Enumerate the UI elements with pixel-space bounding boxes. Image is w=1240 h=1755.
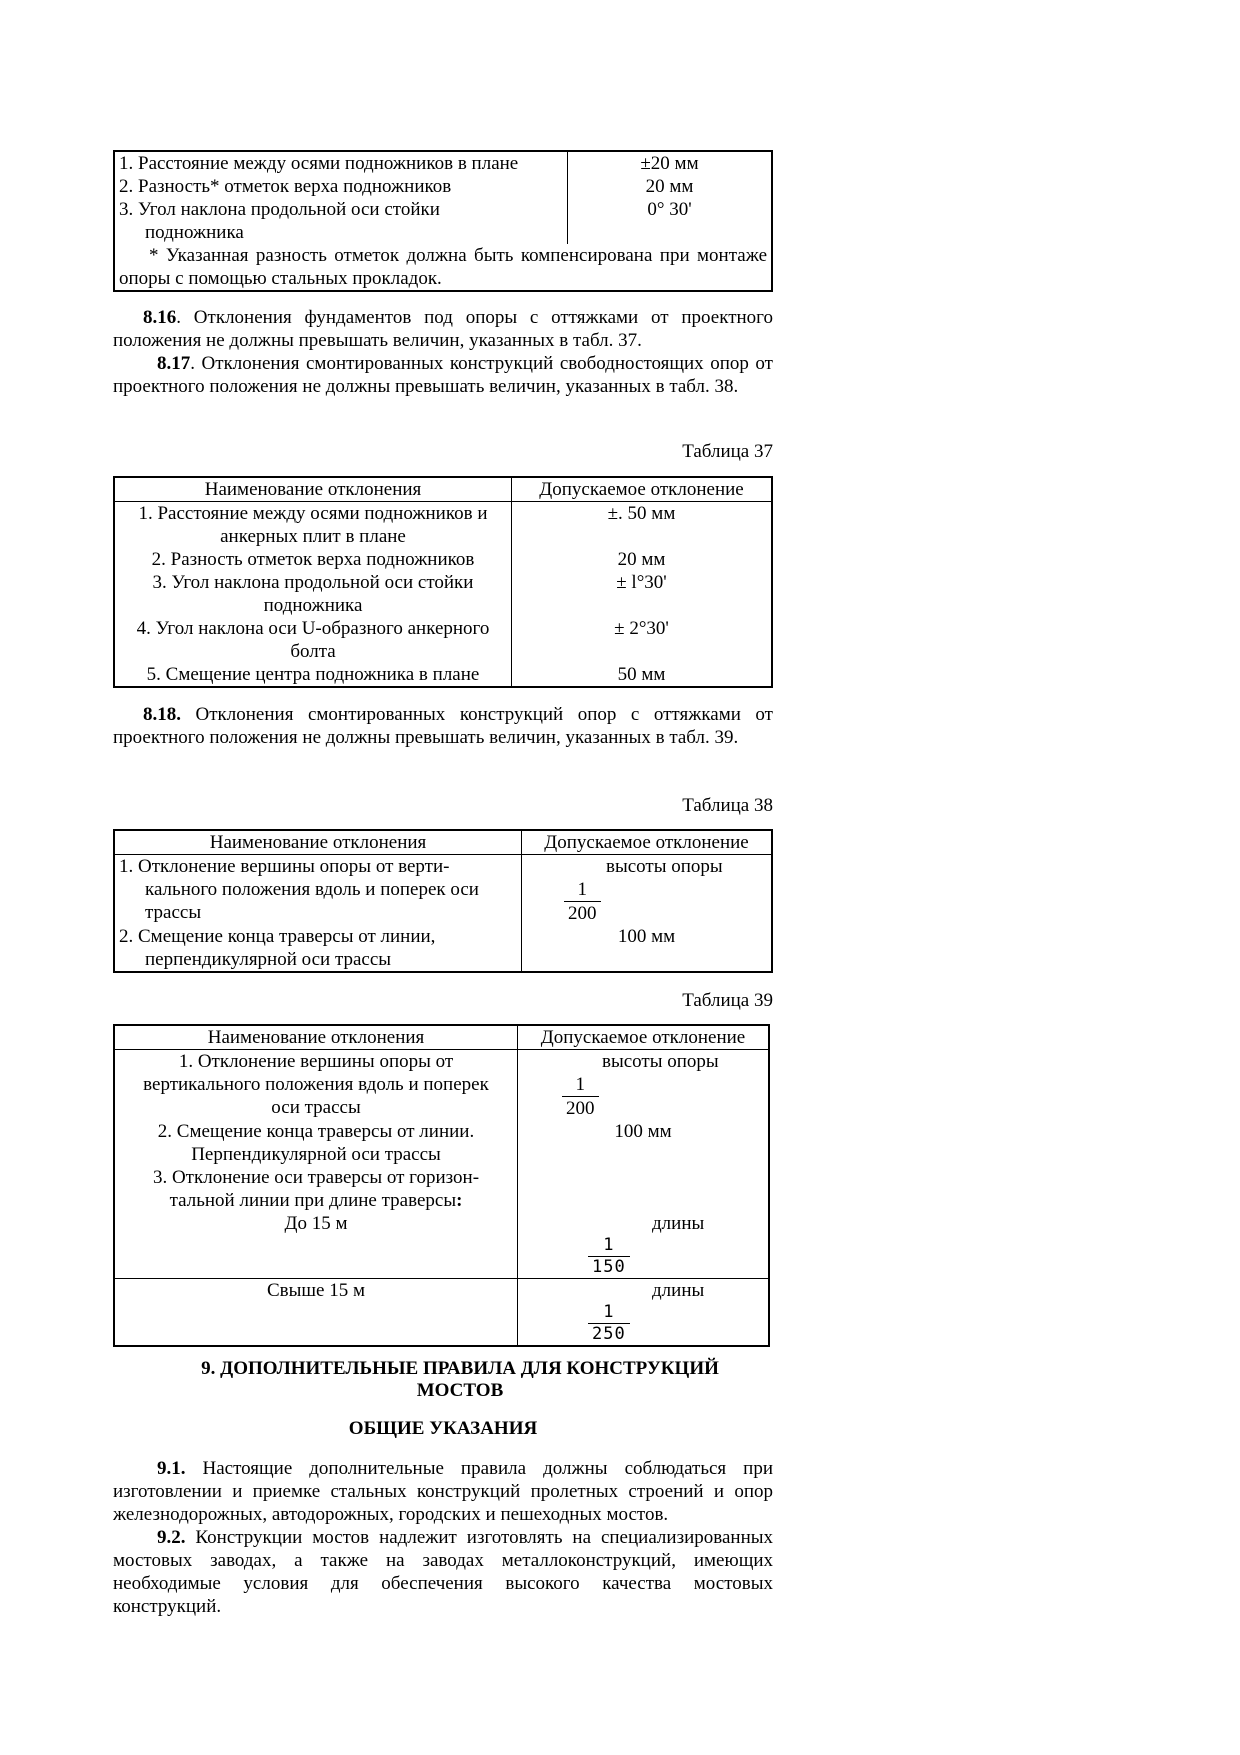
paragraph-8-17: 8.17. Отклонения смонтированных конструкций свободностоящих опор от проектного положения не должны превышать величин, указанных в табл. 38. bbox=[113, 353, 773, 397]
deviation-value bbox=[518, 1279, 770, 1347]
table-38 bbox=[113, 829, 773, 973]
paragraphs-91-92 bbox=[113, 1457, 773, 1618]
table-row bbox=[114, 1279, 769, 1347]
table-39 bbox=[113, 1024, 770, 1347]
subsection-heading: ОБЩИЕ УКАЗАНИЯ bbox=[348, 1418, 538, 1439]
table-header-row bbox=[114, 477, 772, 502]
deviation-value bbox=[518, 1050, 770, 1121]
column-header: Наименование отклонения bbox=[114, 830, 522, 855]
section-title-line1: 9. ДОПОЛНИТЕЛЬНЫЕ ПРАВИЛА ДЛЯ КОНСТРУКЦИЙ bbox=[201, 1358, 719, 1379]
deviation-value bbox=[518, 1212, 770, 1279]
table-note-row bbox=[114, 244, 772, 291]
caption-table-37: Таблица 37 bbox=[682, 441, 773, 462]
deviation-name: 1. Расстояние между осями подножников и анкерных плит в плане bbox=[114, 502, 512, 549]
deviation-value: 0° 30' bbox=[647, 199, 692, 220]
value-label: длины bbox=[652, 1280, 705, 1301]
table-row bbox=[114, 198, 772, 244]
deviation-name: Свыше 15 м bbox=[114, 1279, 518, 1347]
deviation-name: 2. Смещение конца траверсы от линии. Перпендикулярной оси трассы bbox=[114, 1120, 518, 1166]
deviation-name: 3. Угол наклона продольной оси стойки подножника bbox=[114, 571, 512, 617]
deviation-name: 1. Расстояние между осями подножников в плане bbox=[114, 151, 568, 175]
fraction: $\frac{1}{200}$ bbox=[564, 878, 601, 925]
table-row bbox=[114, 617, 772, 663]
table-37 bbox=[113, 476, 773, 688]
table-header-row bbox=[114, 1025, 769, 1050]
top-tolerance-table bbox=[113, 150, 773, 292]
paragraph-8-18-block bbox=[113, 703, 773, 749]
column-header: Допускаемое отклонение bbox=[518, 1025, 770, 1050]
paragraph-8-16: 8.16. Отклонения фундаментов под опоры с оттяжками от проектного положения не должны превышать величин, указанных в табл. 37. bbox=[113, 307, 773, 351]
value-label: длины bbox=[652, 1213, 705, 1234]
deviation-name: 3. Отклонение оси траверсы от горизон- тальной линии при длине траверсы: bbox=[114, 1166, 518, 1212]
column-header: Допускаемое отклонение bbox=[522, 830, 773, 855]
column-header: Наименование отклонения bbox=[114, 1025, 518, 1050]
deviation-value: ±. 50 мм bbox=[607, 503, 676, 524]
caption-table-38: Таблица 38 bbox=[682, 795, 773, 816]
deviation-value: 100 мм bbox=[614, 1121, 672, 1142]
deviation-name: 4. Угол наклона оси U-образного анкерного болта bbox=[114, 617, 512, 663]
deviation-value: ± l°30' bbox=[616, 572, 667, 593]
table-row bbox=[114, 502, 772, 549]
fraction: $\frac{1}{150}$ bbox=[588, 1235, 630, 1278]
deviation-value: 100 мм bbox=[617, 926, 676, 947]
deviation-value bbox=[522, 855, 773, 926]
section-heading bbox=[140, 1358, 780, 1402]
section-title-line2: МОСТОВ bbox=[416, 1380, 504, 1401]
deviation-name: До 15 м bbox=[114, 1212, 518, 1279]
table-row bbox=[114, 548, 772, 571]
value-label: высоты опоры bbox=[602, 1051, 719, 1072]
paragraph-9-2: 9.2. Конструкции мостов надлежит изготовлять на специализированных мостовых заводах, а также на заводах металлоконструкций, имеющих необходимые условия для обеспечения высокого качества мостовых конструкций. bbox=[113, 1527, 773, 1617]
paragraph-8-18: 8.18. Отклонения смонтированных конструкций опор с оттяжками от проектного положения не должны превышать величин, указанных в табл. 39. bbox=[113, 704, 773, 748]
table-note: * Указанная разность отметок должна быть компенсирована при монтаже опоры с помощью стальных прокладок. bbox=[119, 245, 767, 289]
deviation-name: 1. Отклонение вершины опоры от вертикального положения вдоль и поперек оси трассы bbox=[114, 1050, 518, 1121]
deviation-value: 20 мм bbox=[617, 549, 666, 570]
deviation-value: 20 мм bbox=[645, 176, 694, 197]
fraction: $\frac{1}{200}$ bbox=[562, 1073, 599, 1120]
caption-table-39: Таблица 39 bbox=[682, 990, 773, 1011]
deviation-name: 5. Смещение центра подножника в плане bbox=[114, 663, 512, 687]
paragraph-9-1: 9.1. Настоящие дополнительные правила должны соблюдаться при изготовлении и приемке стальных конструкций пролетных строений и опор железнодорожных, автодорожных, городских и пешеходных мостов. bbox=[113, 1458, 773, 1525]
table-row bbox=[114, 925, 772, 972]
deviation-name: 2. Смещение конца траверсы от линии, перпендикулярной оси трассы bbox=[114, 925, 522, 972]
table-row bbox=[114, 855, 772, 926]
deviation-name: 3. Угол наклона продольной оси стойки подножника bbox=[114, 198, 568, 244]
deviation-name: 1. Отклонение вершины опоры от верти- кального положения вдоль и поперек оси трассы bbox=[114, 855, 522, 926]
value-label: высоты опоры bbox=[606, 856, 723, 877]
column-header: Наименование отклонения bbox=[114, 477, 512, 502]
fraction: $\frac{1}{250}$ bbox=[588, 1302, 630, 1345]
deviation-value: ±20 мм bbox=[640, 153, 699, 174]
table-row bbox=[114, 1050, 769, 1121]
deviation-name: 2. Разность* отметок верха подножников bbox=[114, 175, 568, 198]
deviation-value: ± 2°30' bbox=[614, 618, 669, 639]
table-row bbox=[114, 571, 772, 617]
table-row bbox=[114, 1120, 769, 1166]
paragraphs-816-817 bbox=[113, 306, 773, 398]
table-row bbox=[114, 175, 772, 198]
table-row bbox=[114, 1166, 769, 1212]
table-row bbox=[114, 1212, 769, 1279]
deviation-name: 2. Разность отметок верха подножников bbox=[114, 548, 512, 571]
table-row bbox=[114, 663, 772, 687]
deviation-value: 50 мм bbox=[617, 664, 666, 685]
table-header-row bbox=[114, 830, 772, 855]
table-row bbox=[114, 151, 772, 175]
column-header: Допускаемое отклонение bbox=[512, 477, 773, 502]
